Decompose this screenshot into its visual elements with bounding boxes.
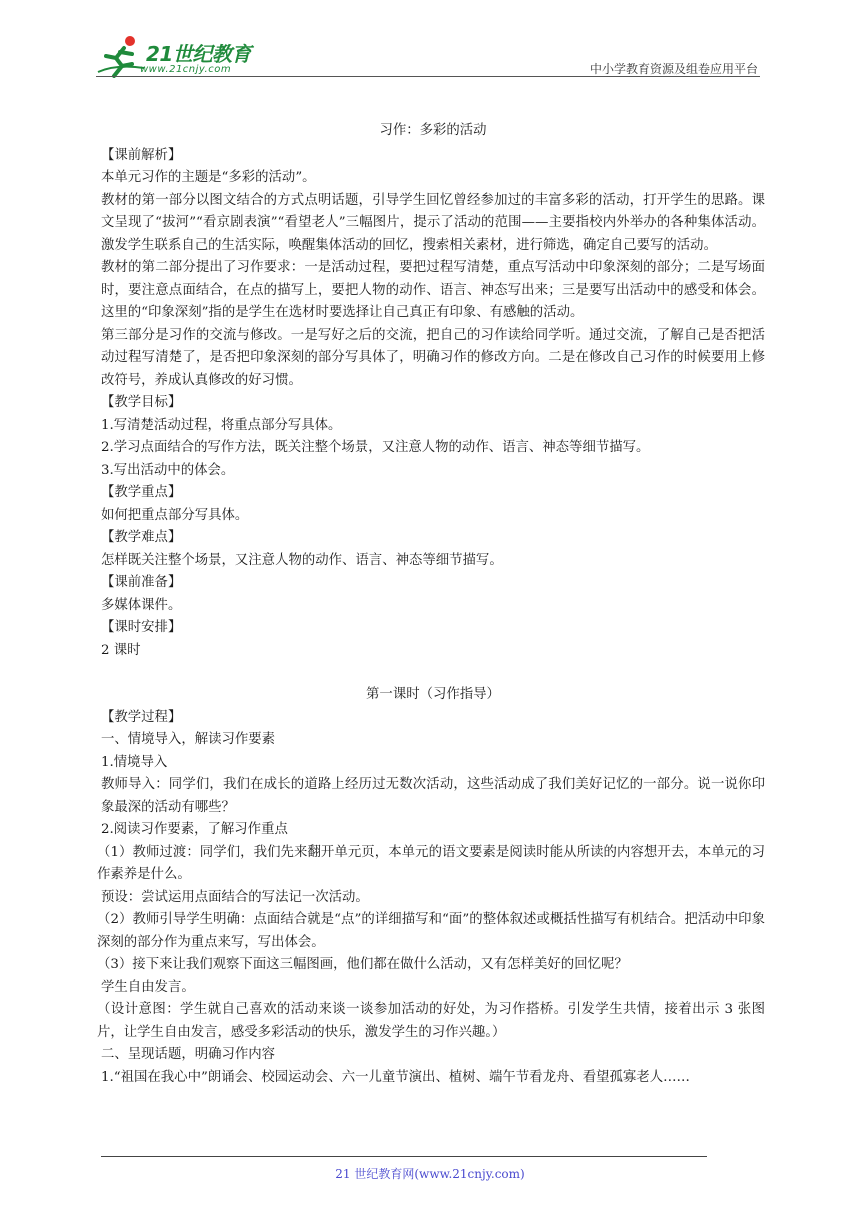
paragraph: 本单元习作的主题是“多彩的活动”。 bbox=[101, 170, 316, 185]
paragraph: 1.“祖国在我心中”朗诵会、校园运动会、六一儿童节演出、植树、端午节看龙舟、看望孤寡老人…… bbox=[101, 1069, 690, 1085]
paragraph: 教材的第二部分提出了习作要求：一是活动过程，要把过程写清楚，重点写活动中印象深刻的部分；二是写场面时，要注意点面结合，在点的描写上，要把人物的动作、语言、神态写出来；三是要写出活动中的感受和体会。这里的“印象深刻”指的是学生在选材时要选择让自己真正有印象、有感触的活动。 bbox=[101, 260, 765, 320]
section-heading: 【课前解析】 bbox=[101, 147, 182, 163]
design-note: （设计意图：学生就自己喜欢的活动来谈一谈参加活动的好处，为习作搭桥。引发学生共情，接着出示 3 张图片，让学生自由发言，感受多彩活动的快乐，激发学生的习作兴趣。） bbox=[97, 1002, 765, 1040]
paragraph: 2 课时 bbox=[101, 642, 141, 658]
section-heading: 【教学过程】 bbox=[101, 709, 182, 725]
list-item: 3.写出活动中的体会。 bbox=[101, 462, 235, 478]
step-heading: 一、情境导入，解读习作要素 bbox=[101, 732, 276, 747]
document-title: 习作：多彩的活动 bbox=[379, 123, 487, 138]
section-heading: 【教学目标】 bbox=[101, 395, 182, 410]
platform-name: 中小学教育资源及组卷应用平台 bbox=[589, 62, 758, 76]
paragraph: 教师导入：同学们，我们在成长的道路上经历过无数次活动，这些活动成了我们美好记忆的一部分。说一说你印象最深的活动有哪些？ bbox=[101, 777, 765, 815]
section-heading: 【课时安排】 bbox=[101, 620, 182, 635]
paragraph: 怎样既关注整个场景，又注意人物的动作、语言、神态等细节描写。 bbox=[101, 552, 503, 568]
logo-text: 21世纪教育 bbox=[146, 42, 251, 66]
page-header bbox=[96, 34, 760, 80]
paragraph: 预设：尝试运用点面结合的写法记一次活动。 bbox=[101, 889, 369, 905]
paragraph: 如何把重点部分写具体。 bbox=[101, 507, 249, 523]
section-heading: 【课前准备】 bbox=[101, 575, 182, 590]
paragraph: （3）接下来让我们观察下面这三幅图画，他们都在做什么活动，又有怎样美好的回忆呢？ bbox=[97, 957, 628, 972]
paragraph: 学生自由发言。 bbox=[101, 979, 195, 995]
paragraph: （1）教师过渡：同学们，我们先来翻开单元页，本单元的语文要素是阅读时能从所读的内容想开去，本单元的习作素养是什么。 bbox=[97, 844, 765, 882]
footer-link[interactable]: 21 世纪教育网(www.21cnjy.com) bbox=[335, 1167, 525, 1181]
footer-divider bbox=[101, 1156, 707, 1157]
paragraph: 多媒体课件。 bbox=[101, 597, 182, 613]
header-divider bbox=[96, 76, 760, 77]
sub-heading: 2.阅读习作要素，了解习作重点 bbox=[101, 822, 288, 837]
list-item: 2.学习点面结合的写作方法，既关注整个场景，又注意人物的动作、语言、神态等细节描写。 bbox=[101, 440, 650, 455]
paragraph: （2）教师引导学生明确：点面结合就是“点”的详细描写和“面”的整体叙述或概括性描写有机结合。把活动中印象深刻的部分作为重点来写，写出体会。 bbox=[97, 912, 765, 950]
sub-heading: 1.情境导入 bbox=[101, 754, 168, 770]
lesson-title: 第一课时（习作指导） bbox=[366, 687, 500, 702]
document-body bbox=[97, 120, 765, 1089]
section-heading: 【教学难点】 bbox=[101, 530, 182, 545]
list-item: 1.写清楚活动过程，将重点部分写具体。 bbox=[101, 417, 342, 433]
step-heading: 二、呈现话题，明确习作内容 bbox=[101, 1047, 276, 1062]
logo bbox=[96, 34, 266, 80]
section-heading: 【教学重点】 bbox=[101, 485, 182, 500]
paragraph: 教材的第一部分以图文结合的方式点明话题，引导学生回忆曾经参加过的丰富多彩的活动，打开学生的思路。课文呈现了“拔河”“看京剧表演”“看望老人”三幅图片，提示了活动的范围——主要指校内外举办的各种集体活动。激发学生联系自己的生活实际，唤醒集体活动的回忆，搜索相关素材，进行筛选，确定自己要写的活动。 bbox=[101, 192, 765, 253]
paragraph: 第三部分是习作的交流与修改。一是写好之后的交流，把自己的习作读给同学听。通过交流，了解自己是否把活动过程写清楚了，是否把印象深刻的部分写具体了，明确习作的修改方向。二是在修改自己习作的时候要用上修改符号，养成认真修改的好习惯。 bbox=[101, 327, 765, 388]
logo-url: www.21cnjy.com bbox=[140, 64, 232, 75]
